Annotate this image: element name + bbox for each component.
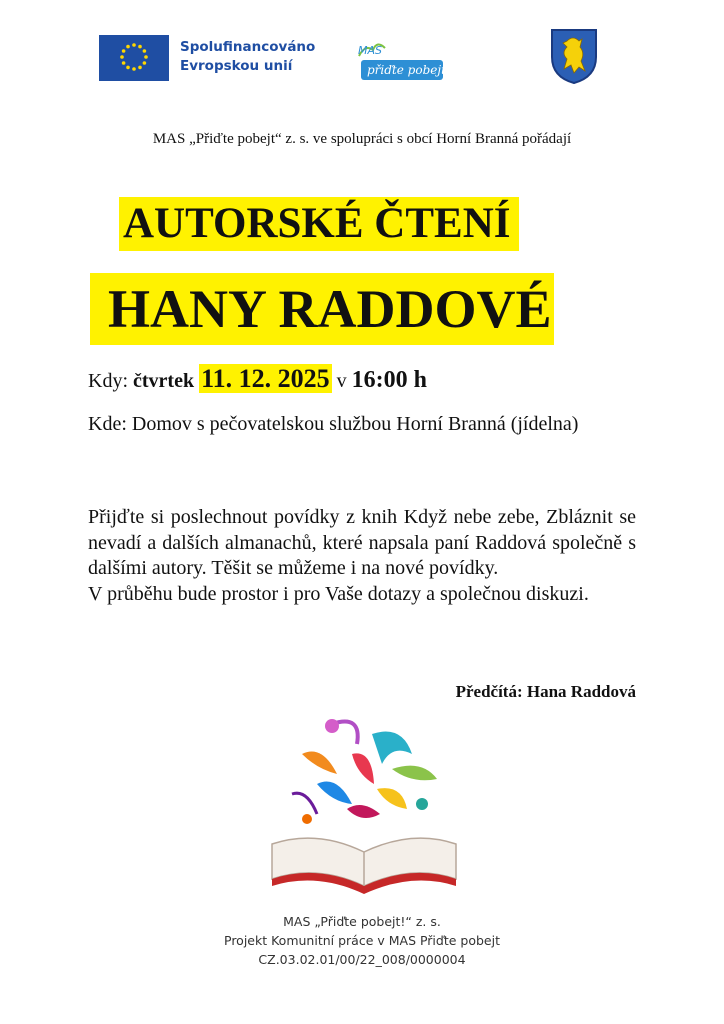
open-book-illustration-icon — [262, 714, 466, 894]
mas-logo-text-2: přiďte pobejt — [367, 63, 446, 77]
when-date: 11. 12. 2025 — [201, 364, 330, 393]
when-connector: v — [336, 370, 347, 392]
footer-line-2: Projekt Komunitní práce v MAS Přiďte pobejt — [224, 933, 500, 948]
footer — [0, 912, 724, 969]
when-label: Kdy: — [88, 370, 128, 392]
event-when — [88, 362, 427, 398]
footer-line-1: MAS „Přiďte pobejt!“ z. s. — [283, 914, 441, 929]
description-paragraph-2: V průběhu bude prostor i pro Vaše dotazy a společnou diskuzi. — [88, 582, 589, 605]
description-paragraph-1: Přijďte si poslechnout povídky z knih Když nebe zebe, Zbláznit se nevadí a dalších almanachů, které napsala paní Raddová společně s dalšími autory. Těšit se můžeme i na nové povídky. — [88, 506, 636, 579]
eu-flag-icon — [99, 35, 169, 81]
when-day: čtvrtek — [133, 370, 195, 392]
mas-logo-text-1: MAS — [358, 44, 382, 57]
title-line-2: HANY RADDOVÉ — [90, 273, 554, 345]
eu-line-1: Spolufinancováno — [180, 39, 316, 55]
coat-of-arms-icon — [549, 27, 599, 85]
eu-cofinanced-text — [180, 38, 315, 76]
event-where: Kde: Domov s pečovatelskou službou Horní Branná (jídelna) — [88, 413, 579, 435]
reader-credit: Předčítá: Hana Raddová — [455, 682, 636, 701]
description — [88, 505, 636, 607]
eu-line-2: Evropskou unií — [180, 58, 293, 74]
title-line-1: AUTORSKÉ ČTENÍ — [119, 197, 519, 251]
when-time: 16:00 h — [351, 367, 427, 393]
footer-line-3: CZ.03.02.01/00/22_008/0000004 — [258, 952, 466, 967]
intro-text: MAS „Přiďte pobejt“ z. s. ve spolupráci s obcí Horní Branná pořádají — [152, 131, 572, 147]
mas-logo-icon — [355, 36, 447, 82]
